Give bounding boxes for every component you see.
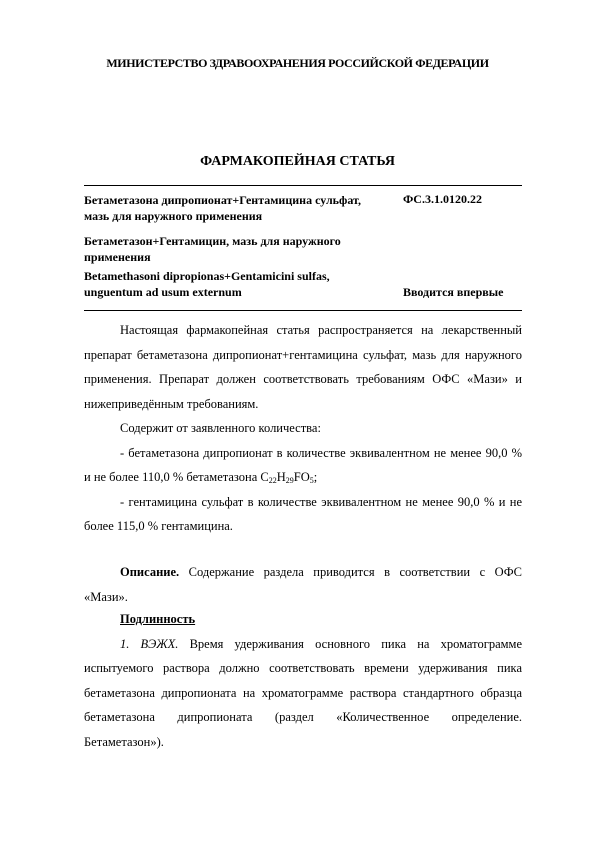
betamethasone-content-text: - бетаметазона дипропионат в количестве эквивалентном не менее 90,0 % и не более 110,0 % бетаметазона C: [84, 445, 522, 484]
intro-section: [84, 318, 522, 539]
introduction-status: Вводится впервые: [403, 285, 504, 299]
bottom-divider: [84, 310, 522, 311]
description-paragraph: [84, 560, 522, 609]
formula-subscript-h: 29: [285, 476, 294, 485]
identification-section: [84, 607, 522, 754]
formula-end: ;: [313, 470, 318, 484]
top-divider: [84, 185, 522, 186]
description-label: Описание.: [120, 565, 180, 579]
formula-h: H: [276, 470, 286, 484]
product-name-latin: Betamethasoni dipropionas+Gentamicini sulfas, unguentum ad usum externum: [84, 269, 330, 299]
formula-fo: FO: [293, 470, 310, 484]
hplc-paragraph: [84, 632, 522, 755]
document-code: ФС.3.1.0120.22: [403, 192, 482, 206]
identification-heading: Подлинность: [120, 612, 196, 626]
product-name-russian: Бетаметазона дипропионат+Гентамицина сульфат, мазь для наружного применения: [84, 193, 362, 223]
product-name-generic: Бетаметазон+Гентамицин, мазь для наружного применения: [84, 234, 341, 264]
betamethasone-content: [84, 441, 522, 490]
hplc-label: 1. ВЭЖХ.: [120, 636, 179, 651]
formula-subscript-o: 5: [309, 476, 314, 485]
scope-paragraph: Настоящая фармакопейная статья распространяется на лекарственный препарат бетаметазона дипропионат+гентамицина сульфат, мазь для наружного применения. Препарат должен соответствовать требованиям ОФС «Мази» и нижеприведённым требованиям.: [84, 323, 522, 411]
gentamicin-content: - гентамицина сульфат в количестве эквивалентном не менее 90,0 % и не более 115,0 % гентамицина.: [84, 494, 522, 533]
hplc-text: Время удерживания основного пика на хроматограмме испытуемого раствора должно соответствовать времени удерживания пика бетаметазона дипропионата на хроматограмме раствора стандартного образца бетаметазона дипропионата (раздел «Количественное определение. Бетаметазон»).: [84, 636, 523, 749]
formula-subscript-c: 22: [268, 476, 277, 485]
identification-heading-line: [84, 607, 522, 632]
description-text: Содержание раздела приводится в соответствии с ОФС «Мази».: [84, 565, 522, 604]
document-title: ФАРМАКОПЕЙНАЯ СТАТЬЯ: [200, 154, 395, 169]
description-section: [84, 560, 522, 609]
content-heading: Содержит от заявленного количества:: [120, 421, 321, 435]
ministry-header: МИНИСТЕРСТВО ЗДРАВООХРАНЕНИЯ РОССИЙСКОЙ ФЕДЕРАЦИИ: [106, 56, 489, 70]
